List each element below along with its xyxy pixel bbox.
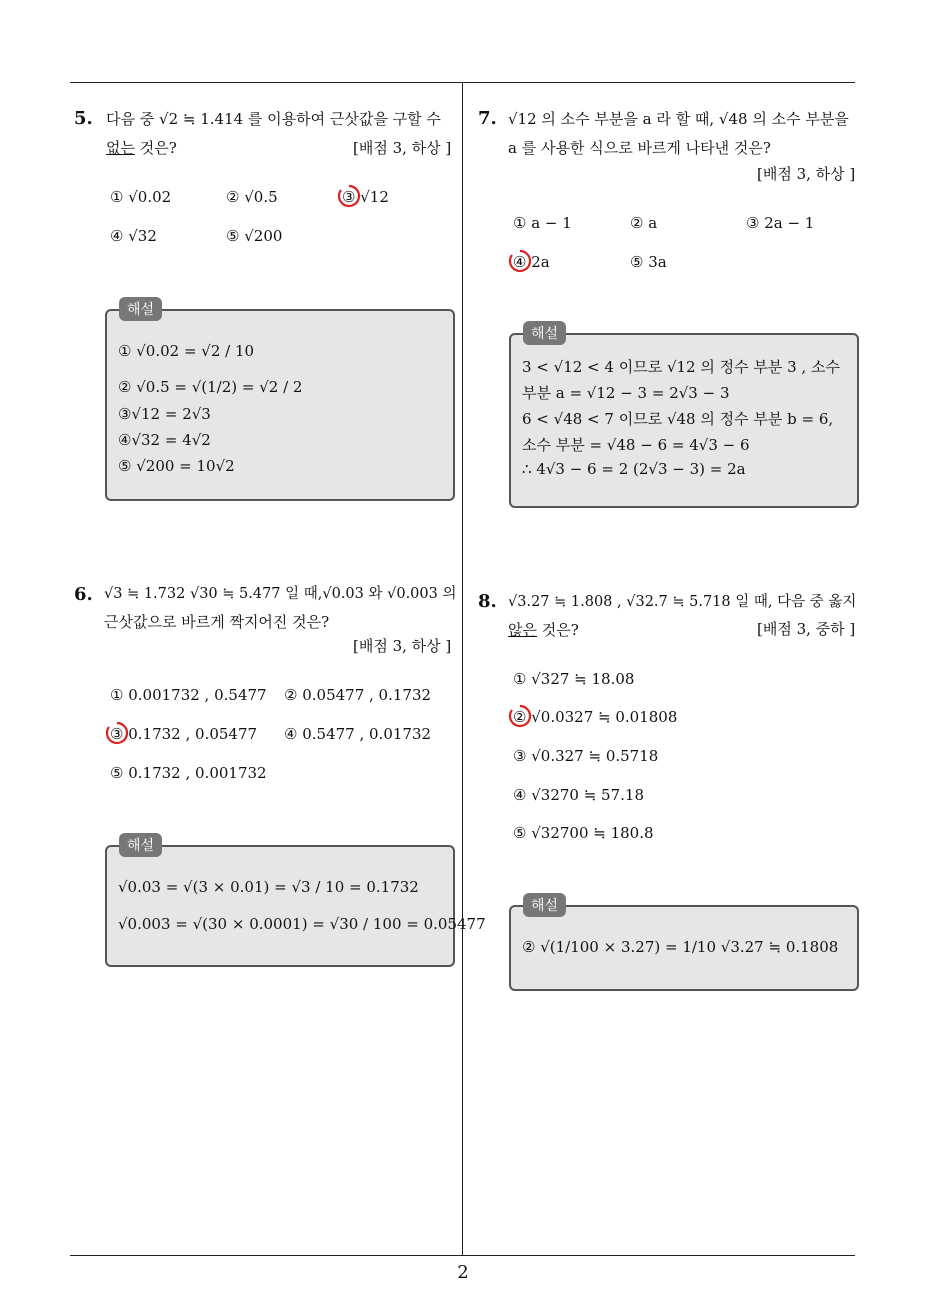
question-text-rest: 것은? <box>134 139 177 157</box>
score-label: [배점 3, 하상 ] <box>757 165 856 183</box>
question-number: 5. <box>74 108 93 129</box>
solution-line: ② √0.5 = √(1/2) = √2 / 2 <box>118 378 303 396</box>
solution-line: 소수 부분 = √48 − 6 = 4√3 − 6 <box>522 436 750 454</box>
option-4[interactable]: ④ √32 <box>110 227 157 245</box>
option-5[interactable]: ⑤ √200 <box>226 227 283 245</box>
solution-line: √0.03 = √(3 × 0.01) = √3 / 10 = 0.1732 <box>118 878 419 896</box>
option-4[interactable]: ④ 2a <box>513 253 550 271</box>
solution-tag: 해설 <box>119 833 162 857</box>
option-5[interactable]: ⑤ 3a <box>630 253 667 271</box>
answer-circle-mark <box>508 249 532 273</box>
question-text-line2: 근삿값으로 바르게 짝지어진 것은? <box>104 613 330 631</box>
option-3[interactable]: ③ 0.1732 , 0.05477 <box>110 725 258 743</box>
answer-circle-mark <box>508 704 532 728</box>
option-1[interactable]: ① √327 ≒ 18.08 <box>513 670 635 688</box>
solution-tag: 해설 <box>523 893 566 917</box>
solution-line: ∴ 4√3 − 6 = 2 (2√3 − 3) = 2a <box>522 460 746 478</box>
option-2[interactable]: ② 0.05477 , 0.1732 <box>284 686 432 704</box>
page-number: 2 <box>457 1262 469 1283</box>
solution-line: 부분 a = √12 − 3 = 2√3 − 3 <box>522 384 730 402</box>
question-text-line1: √12 의 소수 부분을 a 라 할 때, √48 의 소수 부분을 <box>508 110 849 128</box>
question-text-line2 <box>106 134 177 163</box>
question-number: 7. <box>478 108 497 129</box>
question-text-line2 <box>508 616 579 645</box>
score-label: [배점 3, 하상 ] <box>353 637 452 655</box>
solution-line: 6 < √48 < 7 이므로 √48 의 정수 부분 b = 6, <box>522 410 834 428</box>
option-5[interactable]: ⑤ 0.1732 , 0.001732 <box>110 764 267 782</box>
option-2[interactable]: ② a <box>630 214 658 232</box>
option-3[interactable]: ③ √12 <box>342 188 389 206</box>
option-2[interactable]: ② √0.5 <box>226 188 278 206</box>
solution-tag: 해설 <box>523 321 566 345</box>
answer-circle-mark <box>337 184 361 208</box>
question-number: 8. <box>478 591 497 612</box>
solution-line: 3 < √12 < 4 이므로 √12 의 정수 부분 3 , 소수 <box>522 358 840 376</box>
question-number: 6. <box>74 584 93 605</box>
solution-line: ⑤ √200 = 10√2 <box>118 457 235 475</box>
option-1[interactable]: ① a − 1 <box>513 214 572 232</box>
solution-line: √0.003 = √(30 × 0.0001) = √30 / 100 = 0.05477 <box>118 915 486 933</box>
question-text-line1: √3 ≒ 1.732 √30 ≒ 5.477 일 때,√0.03 와 √0.003 의 <box>104 586 457 602</box>
score-label: [배점 3, 중하 ] <box>757 620 856 638</box>
underlined-word: 없는 <box>106 139 135 157</box>
option-3[interactable]: ③ √0.327 ≒ 0.5718 <box>513 747 659 765</box>
question-text-line2: a 를 사용한 식으로 바르게 나타낸 것은? <box>508 139 771 157</box>
option-1[interactable]: ① 0.001732 , 0.5477 <box>110 686 267 704</box>
option-3[interactable]: ③ 2a − 1 <box>746 214 815 232</box>
question-text-line1: √3.27 ≒ 1.808 , √32.7 ≒ 5.718 일 때, 다음 중 옳지 <box>508 594 857 610</box>
column-divider <box>462 83 463 1256</box>
solution-line: ① √0.02 = √2 / 10 <box>118 342 255 360</box>
answer-circle-mark <box>105 721 129 745</box>
question-text-rest: 것은? <box>536 621 579 639</box>
solution-line: ④√32 = 4√2 <box>118 431 211 449</box>
option-2[interactable]: ② √0.0327 ≒ 0.01808 <box>513 708 678 726</box>
option-4[interactable]: ④ √3270 ≒ 57.18 <box>513 786 644 804</box>
option-4[interactable]: ④ 0.5477 , 0.01732 <box>284 725 432 743</box>
score-label: [배점 3, 하상 ] <box>353 139 452 157</box>
question-text-line1: 다음 중 √2 ≒ 1.414 를 이용하여 근삿값을 구할 수 <box>106 110 441 128</box>
option-1[interactable]: ① √0.02 <box>110 188 172 206</box>
solution-box <box>105 845 455 967</box>
solution-line: ② √(1/100 × 3.27) = 1/10 √3.27 ≒ 0.1808 <box>522 938 839 956</box>
option-5[interactable]: ⑤ √32700 ≒ 180.8 <box>513 824 654 842</box>
solution-line: ③√12 = 2√3 <box>118 405 211 423</box>
solution-tag: 해설 <box>119 297 162 321</box>
underlined-word: 않은 <box>508 621 537 639</box>
